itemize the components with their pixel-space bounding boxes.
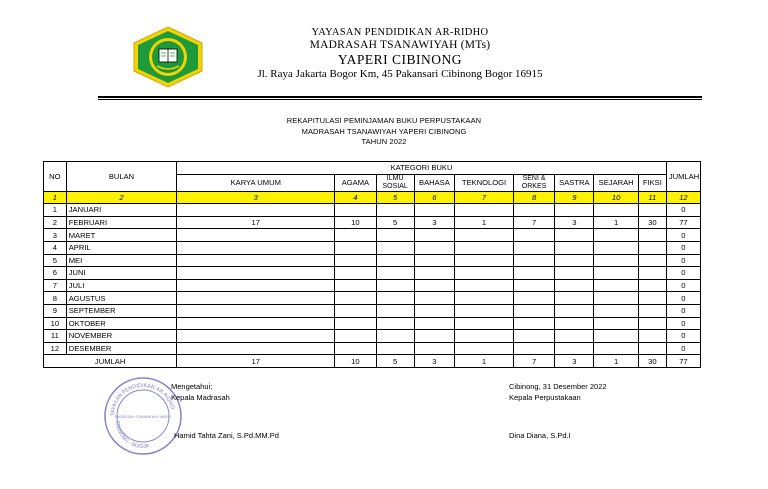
category-cell <box>594 254 638 267</box>
category-cell <box>638 267 666 280</box>
header-category: ILMU SOSIAL <box>376 174 414 191</box>
row-month: JULI <box>66 279 177 292</box>
category-cell <box>376 204 414 217</box>
column-number: 12 <box>666 191 700 204</box>
category-cell <box>335 204 376 217</box>
acknowledged-label: Mengetahui; <box>171 382 213 391</box>
total-cell: 30 <box>638 355 666 368</box>
header-category: SENI & ORKES <box>513 174 554 191</box>
category-cell <box>414 229 454 242</box>
category-cell <box>455 229 514 242</box>
category-cell <box>335 229 376 242</box>
row-number: 1 <box>44 204 67 217</box>
category-cell <box>594 229 638 242</box>
column-number: 1 <box>44 191 67 204</box>
row-month: JANUARI <box>66 204 177 217</box>
category-cell <box>455 241 514 254</box>
category-cell <box>376 254 414 267</box>
category-cell: 1 <box>594 216 638 229</box>
row-total: 0 <box>666 267 700 280</box>
row-number: 2 <box>44 216 67 229</box>
row-total: 77 <box>666 216 700 229</box>
category-cell <box>513 279 554 292</box>
table-row <box>44 216 701 229</box>
category-cell <box>513 254 554 267</box>
category-cell <box>638 204 666 217</box>
header-category: BAHASA <box>414 174 454 191</box>
category-cell <box>177 229 335 242</box>
category-cell <box>513 229 554 242</box>
category-cell <box>638 317 666 330</box>
category-cell <box>335 330 376 343</box>
category-cell <box>594 241 638 254</box>
foundation-name: YAYASAN PENDIDIKAN AR-RIDHO <box>311 27 489 38</box>
category-cell: 3 <box>414 216 454 229</box>
svg-text:YAYASAN PENDIDIKAN AR-RIDHO <box>110 383 175 417</box>
row-number: 10 <box>44 317 67 330</box>
category-cell <box>513 330 554 343</box>
header-category: SASTRA <box>555 174 594 191</box>
total-cell: 3 <box>414 355 454 368</box>
category-cell <box>376 330 414 343</box>
row-number: 12 <box>44 342 67 355</box>
row-month: FEBRUARI <box>66 216 177 229</box>
column-number: 3 <box>177 191 335 204</box>
category-cell <box>177 342 335 355</box>
row-total: 0 <box>666 279 700 292</box>
category-cell <box>455 204 514 217</box>
category-cell: 30 <box>638 216 666 229</box>
category-cell <box>414 317 454 330</box>
table-row <box>44 279 701 292</box>
row-number: 9 <box>44 304 67 317</box>
category-cell <box>638 229 666 242</box>
table-row <box>44 267 701 280</box>
category-cell <box>555 267 594 280</box>
category-cell <box>376 279 414 292</box>
category-cell <box>513 304 554 317</box>
right-signature-block <box>509 381 607 403</box>
category-cell: 7 <box>513 216 554 229</box>
table-row <box>44 304 701 317</box>
row-month: JUNI <box>66 267 177 280</box>
row-month: APRIL <box>66 241 177 254</box>
category-cell <box>455 279 514 292</box>
category-cell <box>594 330 638 343</box>
row-total: 0 <box>666 254 700 267</box>
header-category: FIKSI <box>638 174 666 191</box>
category-cell <box>513 342 554 355</box>
table-row <box>44 292 701 305</box>
category-cell <box>177 330 335 343</box>
category-cell <box>376 304 414 317</box>
row-total: 0 <box>666 229 700 242</box>
column-number: 8 <box>513 191 554 204</box>
stamp-text-top: YAYASAN PENDIDIKAN AR-RIDHO <box>109 382 176 417</box>
column-number-row <box>44 191 701 204</box>
row-number: 6 <box>44 267 67 280</box>
row-total: 0 <box>666 317 700 330</box>
category-cell <box>376 292 414 305</box>
category-cell <box>376 229 414 242</box>
total-label: JUMLAH <box>44 355 177 368</box>
header-jumlah: JUMLAH <box>666 162 700 192</box>
grand-total: 77 <box>666 355 700 368</box>
category-cell <box>177 292 335 305</box>
category-cell <box>376 241 414 254</box>
row-number: 7 <box>44 279 67 292</box>
row-month: MARET <box>66 229 177 242</box>
category-cell <box>414 292 454 305</box>
total-cell: 10 <box>335 355 376 368</box>
category-cell <box>555 254 594 267</box>
total-row <box>44 355 701 368</box>
category-cell <box>414 241 454 254</box>
header-kategori: KATEGORI BUKU <box>177 162 667 175</box>
category-cell <box>177 254 335 267</box>
category-cell <box>455 330 514 343</box>
category-cell <box>638 342 666 355</box>
total-cell: 1 <box>594 355 638 368</box>
category-cell <box>414 279 454 292</box>
category-cell <box>335 279 376 292</box>
category-cell <box>594 292 638 305</box>
total-cell: 1 <box>455 355 514 368</box>
category-cell <box>455 304 514 317</box>
category-cell <box>638 279 666 292</box>
category-cell: 1 <box>455 216 514 229</box>
school-type: MADRASAH TSANAWIYAH (MTs) <box>309 39 491 52</box>
category-cell <box>555 229 594 242</box>
table-row <box>44 241 701 254</box>
row-total: 0 <box>666 292 700 305</box>
header-no: NO <box>44 162 67 192</box>
row-number: 8 <box>44 292 67 305</box>
category-cell <box>177 241 335 254</box>
category-cell <box>638 304 666 317</box>
category-cell <box>555 342 594 355</box>
row-total: 0 <box>666 204 700 217</box>
category-cell <box>177 204 335 217</box>
category-cell <box>177 279 335 292</box>
row-month: AGUSTUS <box>66 292 177 305</box>
category-cell <box>594 267 638 280</box>
category-cell: 10 <box>335 216 376 229</box>
total-cell: 7 <box>513 355 554 368</box>
column-number: 6 <box>414 191 454 204</box>
place-date: Cibinong, 31 Desember 2022 <box>509 382 607 391</box>
row-number: 3 <box>44 229 67 242</box>
category-cell <box>513 292 554 305</box>
category-cell <box>335 304 376 317</box>
title-line-2: MADRASAH TSANAWIYAH YAPERI CIBINONG <box>301 126 467 136</box>
category-cell <box>414 204 454 217</box>
category-cell <box>335 241 376 254</box>
category-cell <box>335 342 376 355</box>
total-cell: 5 <box>376 355 414 368</box>
document-title <box>0 116 768 148</box>
category-cell <box>594 304 638 317</box>
headmaster-name: Hamid Tahta Zani, S.Pd.MM.Pd <box>174 431 279 440</box>
category-cell <box>638 241 666 254</box>
librarian-name: Dina Diana, S.Pd.I <box>509 431 571 440</box>
category-cell <box>513 204 554 217</box>
column-number: 7 <box>455 191 514 204</box>
category-cell <box>513 241 554 254</box>
table-row <box>44 229 701 242</box>
total-cell: 17 <box>177 355 335 368</box>
row-month: DESEMBER <box>66 342 177 355</box>
column-number: 9 <box>555 191 594 204</box>
headmaster-title: Kepala Madrasah <box>171 393 230 402</box>
category-cell <box>455 267 514 280</box>
category-cell <box>555 279 594 292</box>
category-cell <box>594 204 638 217</box>
category-cell <box>455 317 514 330</box>
column-number: 11 <box>638 191 666 204</box>
header-category: KARYA UMUM <box>177 174 335 191</box>
total-cell: 3 <box>555 355 594 368</box>
school-emblem-icon <box>131 26 205 88</box>
category-cell <box>414 330 454 343</box>
category-cell <box>335 254 376 267</box>
title-line-1: REKAPITULASI PEMINJAMAN BUKU PERPUSTAKAAN <box>286 116 482 125</box>
row-number: 4 <box>44 241 67 254</box>
school-address: Jl. Raya Jakarta Bogor Km, 45 Pakansari Cibinong Bogor 16915 <box>257 67 543 80</box>
row-month: MEI <box>66 254 177 267</box>
category-cell <box>177 317 335 330</box>
category-cell: 3 <box>555 216 594 229</box>
category-cell: 5 <box>376 216 414 229</box>
category-cell <box>455 342 514 355</box>
category-cell <box>638 254 666 267</box>
row-total: 0 <box>666 342 700 355</box>
table-row <box>44 317 701 330</box>
category-cell <box>414 267 454 280</box>
title-line-3: TAHUN 2022 <box>361 137 407 146</box>
column-number: 2 <box>66 191 177 204</box>
column-number: 5 <box>376 191 414 204</box>
category-cell <box>335 267 376 280</box>
table-row <box>44 254 701 267</box>
category-cell <box>555 292 594 305</box>
librarian-title: Kepala Perpustakaan <box>509 393 581 402</box>
header-category: TEKNOLOGI <box>455 174 514 191</box>
category-cell: 17 <box>177 216 335 229</box>
category-cell <box>376 317 414 330</box>
category-cell <box>414 342 454 355</box>
header-divider-thin <box>98 99 702 100</box>
category-cell <box>555 241 594 254</box>
row-total: 0 <box>666 241 700 254</box>
row-month: SEPTEMBER <box>66 304 177 317</box>
school-name: YAPERI CIBINONG <box>337 52 463 68</box>
category-cell <box>594 342 638 355</box>
recap-table <box>43 161 701 368</box>
category-cell <box>414 254 454 267</box>
row-month: NOVEMBER <box>66 330 177 343</box>
stamp-text-bottom: CIBINONG - BOGOR <box>113 420 150 451</box>
category-cell <box>177 267 335 280</box>
table-header-row <box>44 162 701 175</box>
category-cell <box>513 317 554 330</box>
category-cell <box>594 317 638 330</box>
category-cell <box>555 204 594 217</box>
header-category: SEJARAH <box>594 174 638 191</box>
row-total: 0 <box>666 304 700 317</box>
category-cell <box>335 292 376 305</box>
category-cell <box>376 342 414 355</box>
column-number: 10 <box>594 191 638 204</box>
category-cell <box>594 279 638 292</box>
left-signature-block <box>171 381 230 403</box>
row-total: 0 <box>666 330 700 343</box>
category-cell <box>376 267 414 280</box>
stamp-text-center: MADRASAH TSANAWIYAH YAPERI <box>115 415 171 419</box>
category-cell <box>513 267 554 280</box>
table-row <box>44 204 701 217</box>
row-month: OKTOBER <box>66 317 177 330</box>
category-cell <box>335 317 376 330</box>
category-cell <box>638 292 666 305</box>
category-cell <box>555 330 594 343</box>
category-cell <box>555 304 594 317</box>
row-number: 5 <box>44 254 67 267</box>
category-cell <box>177 304 335 317</box>
category-cell <box>638 330 666 343</box>
category-cell <box>455 292 514 305</box>
category-cell <box>555 317 594 330</box>
header-divider-thick <box>98 96 702 98</box>
header-category: AGAMA <box>335 174 376 191</box>
table-row <box>44 330 701 343</box>
header-bulan: BULAN <box>66 162 177 192</box>
category-cell <box>414 304 454 317</box>
row-number: 11 <box>44 330 67 343</box>
column-number: 4 <box>335 191 376 204</box>
table-row <box>44 342 701 355</box>
category-cell <box>455 254 514 267</box>
